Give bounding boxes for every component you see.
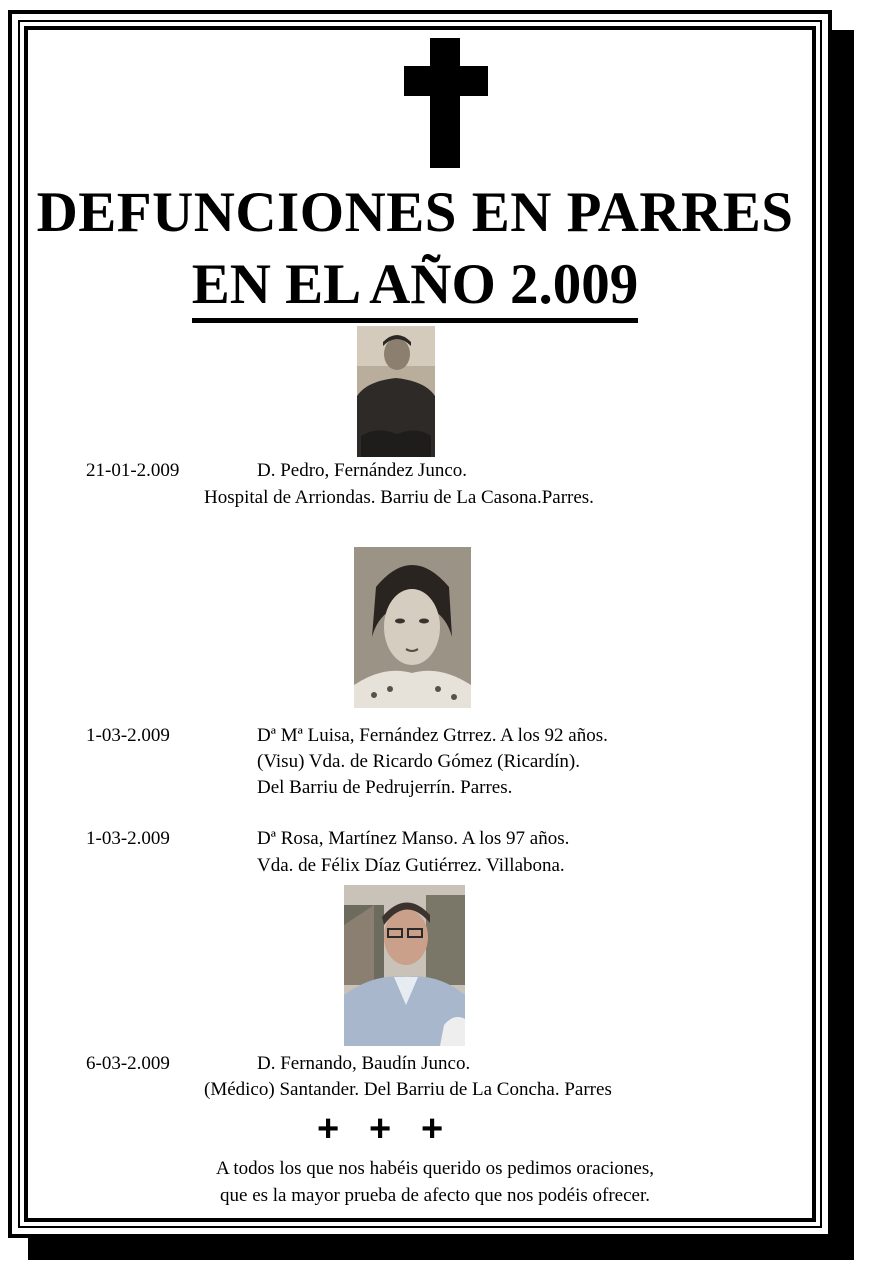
entry-detail: (Visu) Vda. de Ricardo Gómez (Ricardín). xyxy=(257,751,580,772)
entry-name: Dª Rosa, Martínez Manso. A los 97 años. xyxy=(257,828,570,849)
closing-line: A todos los que nos habéis querido os pedimos oraciones, xyxy=(215,1158,654,1179)
cross-icon xyxy=(404,38,488,168)
portrait-photo-pedro xyxy=(357,326,435,457)
portrait-photo-fernando xyxy=(344,885,465,1046)
entry-name: D. Pedro, Fernández Junco. xyxy=(257,460,468,481)
entry-name: D. Fernando, Baudín Junco. xyxy=(257,1053,471,1074)
plus-separator: + xyxy=(317,1108,340,1150)
entry-detail: (Médico) Santander. Del Barriu de La Concha. Parres xyxy=(204,1079,612,1100)
page-subtitle xyxy=(30,253,800,316)
entry-detail: Hospital de Arriondas. Barriu de La Casona.Parres. xyxy=(204,487,594,508)
entry-date: 1-03-2.009 xyxy=(86,725,170,746)
plus-separator: + xyxy=(421,1108,444,1150)
entry-detail: Del Barriu de Pedrujerrín. Parres. xyxy=(257,777,513,798)
portrait-photo-maria-luisa xyxy=(354,547,471,708)
plus-separator: + xyxy=(369,1108,392,1150)
entry-date: 6-03-2.009 xyxy=(86,1053,170,1074)
entry-date: 21-01-2.009 xyxy=(86,460,180,481)
entry-date: 1-03-2.009 xyxy=(86,828,170,849)
entry-name: Dª Mª Luisa, Fernández Gtrrez. A los 92 años. xyxy=(257,725,608,746)
page-title: DEFUNCIONES EN PARRES xyxy=(36,181,794,244)
closing-line: que es la mayor prueba de afecto que nos podéis ofrecer. xyxy=(220,1185,650,1206)
page-subtitle-text: EN EL AÑO 2.009 xyxy=(192,253,639,323)
entry-detail: Vda. de Félix Díaz Gutiérrez. Villabona. xyxy=(257,855,565,876)
